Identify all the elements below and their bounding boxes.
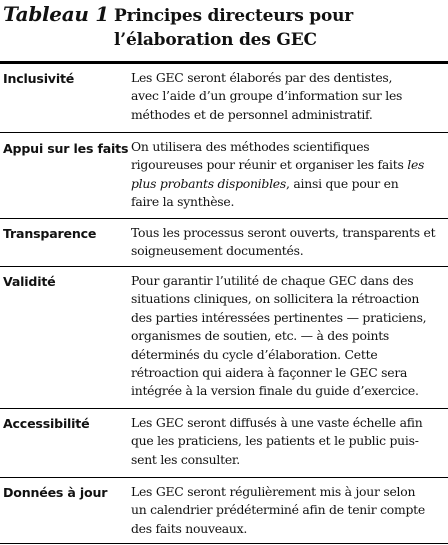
- table-row: [0, 267, 448, 409]
- table-row: [0, 219, 448, 267]
- principles-table: [0, 64, 448, 544]
- row-term: Données à jour: [3, 485, 108, 500]
- table-row: [0, 409, 448, 478]
- table-row: [0, 133, 448, 219]
- table-row: [0, 478, 448, 544]
- table-label: Tableau 1: [3, 2, 109, 26]
- italic-phrase: les plus probants disponibles: [131, 157, 425, 191]
- table-row: [0, 64, 448, 133]
- row-description: On utilisera des méthodes scientifiques rigoureuses pour réunir et organiser les faits les plus probants disponibles, ainsi que pour en faire la synthèse.: [131, 139, 425, 210]
- row-term: Transparence: [3, 226, 97, 241]
- row-description: Les GEC seront régulièrement mis à jour selon un calendrier prédéterminé afin de tenir compte des faits nouveaux.: [131, 484, 425, 536]
- row-term: Accessibilité: [3, 416, 90, 431]
- row-description: Les GEC seront élaborés par des dentistes, avec l’aide d’un groupe d’information sur les méthodes et de personnel administratif.: [131, 70, 403, 122]
- row-term: Validité: [3, 274, 56, 289]
- row-term: Inclusivité: [3, 71, 75, 86]
- table-title: Principes directeurs pour l’élaboration des GEC: [114, 6, 354, 50]
- row-description: Pour garantir l’utilité de chaque GEC dans des situations cliniques, on sollicitera la rétroaction des parties intéressées pertinentes — praticiens, organismes de soutien, etc. — à des points déterminés du cycle d’élaboration. Cette rétroaction qui aidera à façonner le GEC sera intégrée à la version finale du guide d’exercice.: [131, 273, 427, 399]
- row-description: Tous les processus seront ouverts, transparents et soigneusement documentés.: [131, 225, 436, 259]
- row-term: Appui sur les faits: [3, 141, 129, 156]
- row-description: Les GEC seront diffusés à une vaste échelle afin que les praticiens, les patients et le public puis- sent les consulter.: [131, 415, 423, 467]
- table-header: [0, 0, 448, 60]
